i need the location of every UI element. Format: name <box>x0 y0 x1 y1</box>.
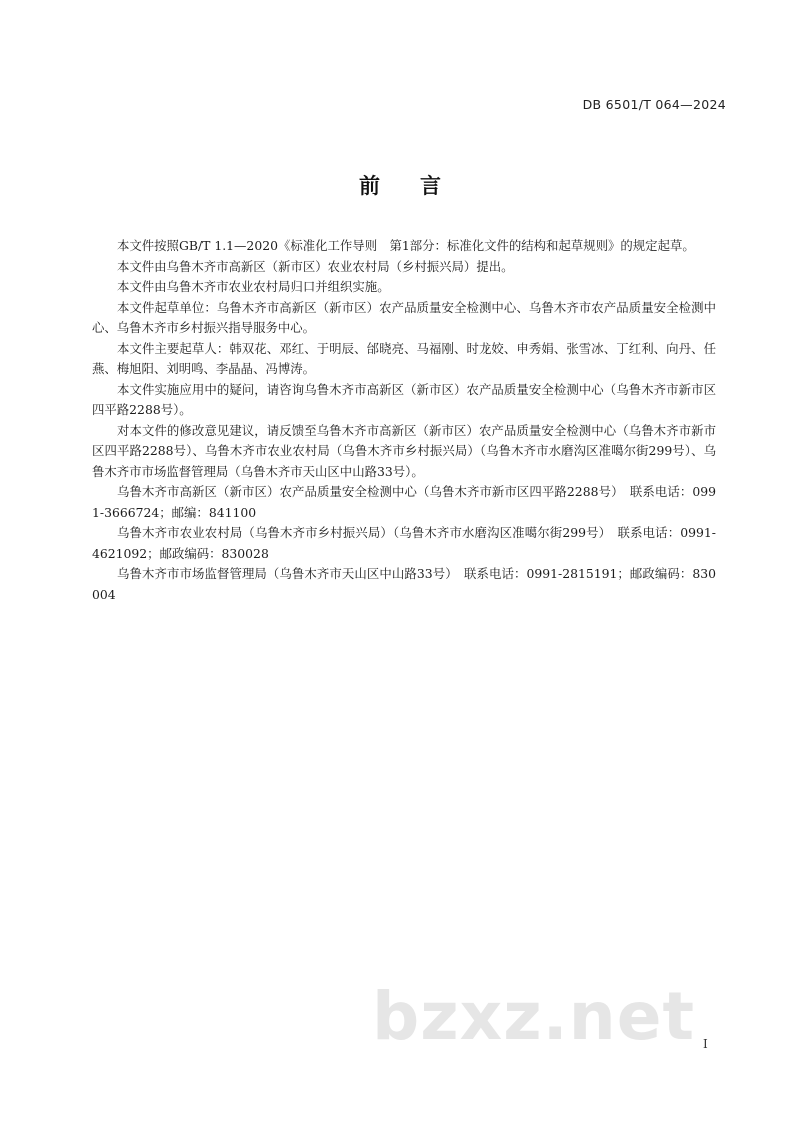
paragraph-contact-1: 乌鲁木齐市高新区（新市区）农产品质量安全检测中心（乌鲁木齐市新市区四平路2288号） 联系电话：0991-3666724；邮编：841100 <box>92 484 716 520</box>
page-number: I <box>703 1037 708 1051</box>
title-char-1: 前 <box>359 174 380 198</box>
watermark: bzxz.net <box>372 978 696 1055</box>
paragraph-drafting-units: 本文件起草单位：乌鲁木齐市高新区（新市区）农产品质量安全检测中心、乌鲁木齐市农产品质量安全检测中心、乌鲁木齐市乡村振兴指导服务中心。 <box>92 299 716 335</box>
paragraph-inquiries: 本文件实施应用中的疑问，请咨询乌鲁木齐市高新区（新市区）农产品质量安全检测中心（乌鲁木齐市新市区四平路2288号）。 <box>92 381 716 417</box>
document-code: DB 6501/T 064—2024 <box>582 97 726 112</box>
foreword-body <box>92 236 716 605</box>
paragraph-contact-2: 乌鲁木齐市农业农村局（乌鲁木齐市乡村振兴局）（乌鲁木齐市水磨沟区准噶尔街299号） 联系电话：0991-4621092；邮政编码：830028 <box>92 525 716 561</box>
paragraph-feedback: 对本文件的修改意见建议，请反馈至乌鲁木齐市高新区（新市区）农产品质量安全检测中心（乌鲁木齐市新市区四平路2288号）、乌鲁木齐市农业农村局（乌鲁木齐市乡村振兴局）（乌鲁木齐市水磨沟区准噶尔街299号）、乌鲁木齐市市场监督管理局（乌鲁木齐市天山区中山路33号）。 <box>92 422 716 479</box>
title-char-2: 言 <box>420 174 441 198</box>
paragraph-contact-3: 乌鲁木齐市市场监督管理局（乌鲁木齐市天山区中山路33号） 联系电话：0991-2815191；邮政编码：830004 <box>92 566 716 602</box>
paragraph-administrator: 本文件由乌鲁木齐市农业农村局归口并组织实施。 <box>117 279 390 294</box>
section-title <box>0 170 800 200</box>
paragraph-drafting-basis: 本文件按照GB/T 1.1—2020《标准化工作导则 第1部分：标准化文件的结构和起草规则》的规定起草。 <box>117 238 695 253</box>
paragraph-proposer: 本文件由乌鲁木齐市高新区（新市区）农业农村局（乡村振兴局）提出。 <box>117 258 514 274</box>
paragraph-drafters: 本文件主要起草人：韩双花、邓红、于明辰、邰晓亮、马福刚、时龙姣、申秀娟、张雪冰、丁红利、向丹、任燕、梅旭阳、刘明鸣、李晶晶、冯博涛。 <box>92 340 716 376</box>
